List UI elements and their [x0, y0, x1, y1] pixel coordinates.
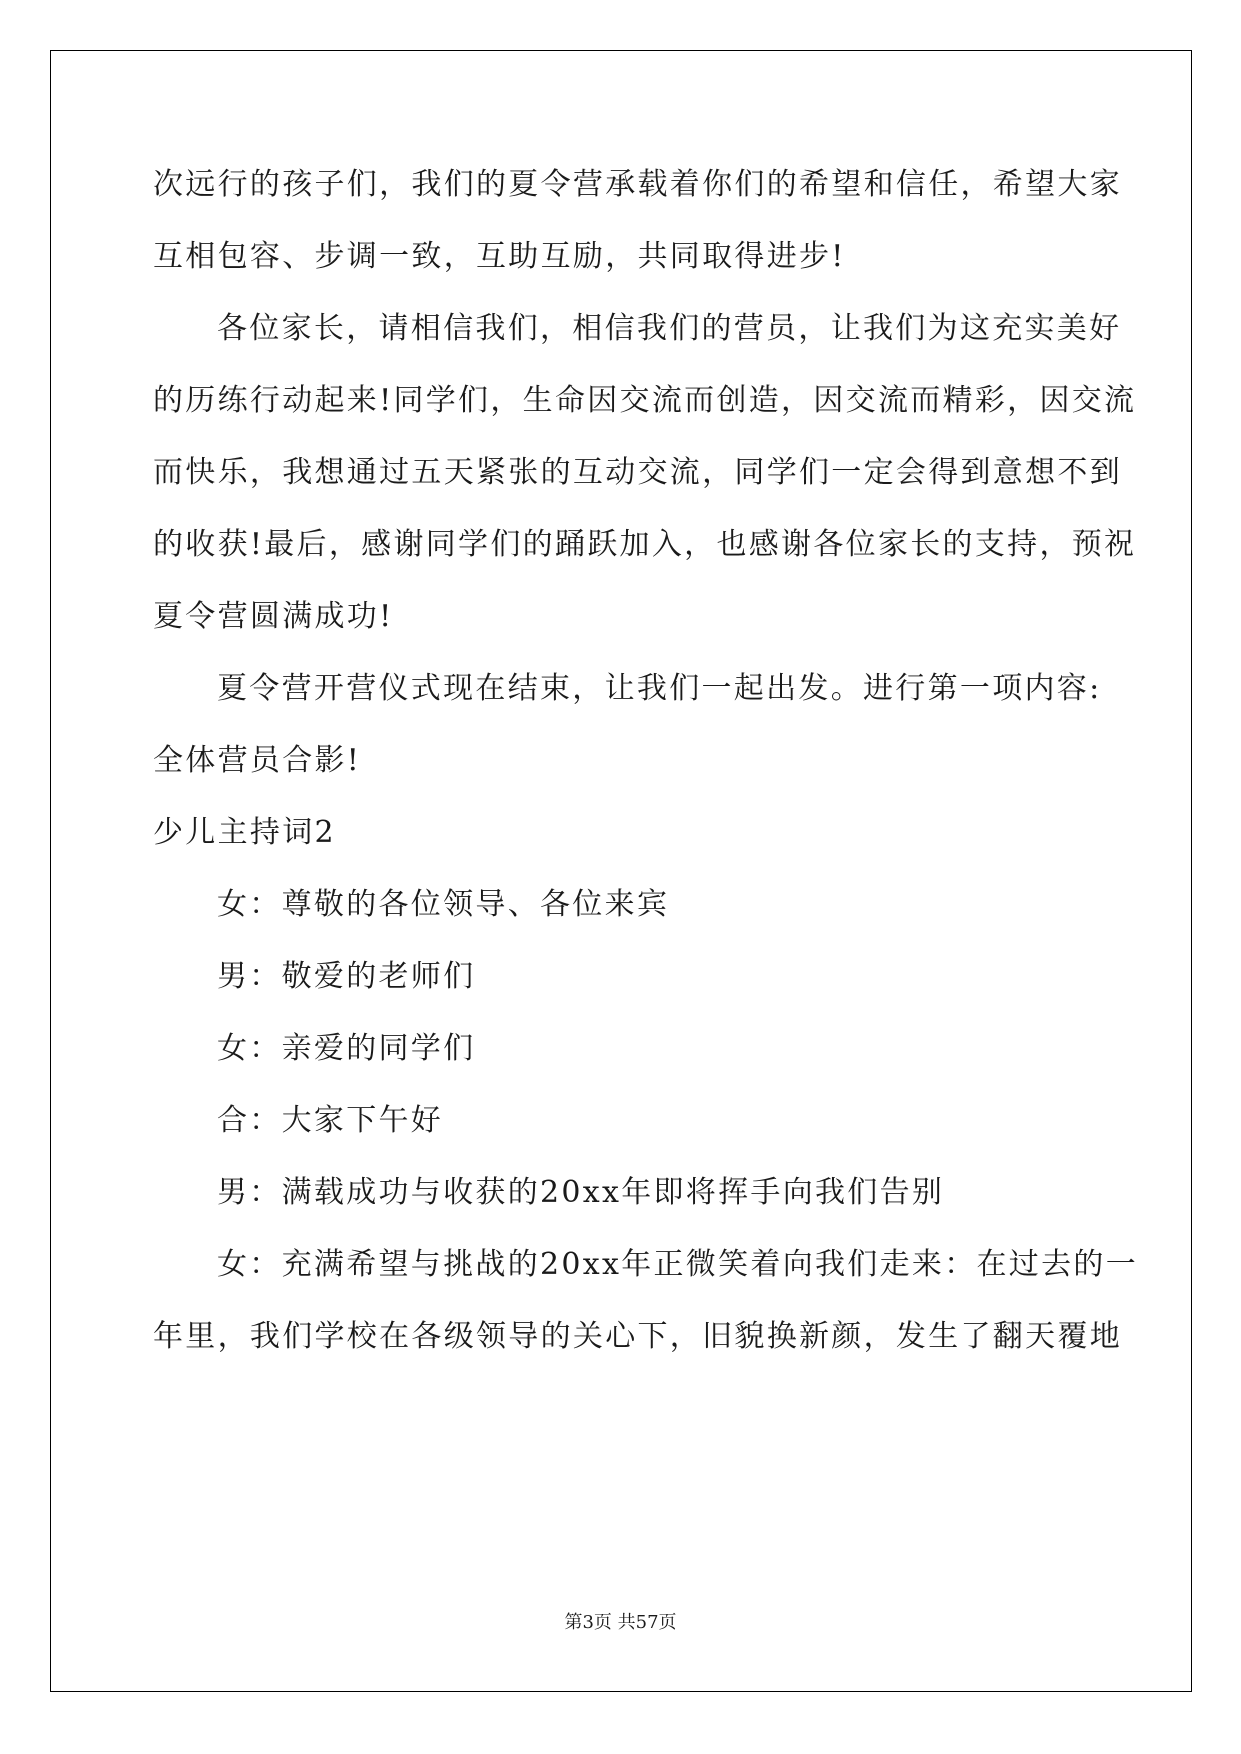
- text-line: 互相包容、步调一致，互助互励，共同取得进步!: [153, 239, 846, 274]
- text-line: 而快乐，我想通过五天紧张的互动交流，同学们一定会得到意想不到: [153, 455, 1122, 490]
- paragraph-first-line: 夏令营开营仪式现在结束，让我们一起出发。进行第一项内容:: [217, 671, 1102, 706]
- page-number-footer: 第3页 共57页: [564, 1612, 677, 1633]
- text-line: 全体营员合影!: [153, 743, 362, 778]
- dialogue-line: 女：尊敬的各位领导、各位来宾: [217, 887, 670, 922]
- text-line: 的历练行动起来!同学们，生命因交流而创造，因交流而精彩，因交流: [153, 383, 1137, 418]
- text-line: 的收获!最后，感谢同学们的踊跃加入，也感谢各位家长的支持，预祝: [153, 527, 1137, 562]
- section-heading: 少儿主持词2: [153, 815, 336, 850]
- dialogue-line: 女：充满希望与挑战的20xx年正微笑着向我们走来：在过去的一: [217, 1247, 1139, 1282]
- text-line: 次远行的孩子们，我们的夏令营承载着你们的希望和信任，希望大家: [153, 167, 1122, 202]
- text-line: 夏令营圆满成功!: [153, 599, 394, 634]
- paragraph-first-line: 各位家长，请相信我们，相信我们的营员，让我们为这充实美好: [217, 311, 1122, 346]
- dialogue-line: 男：敬爱的老师们: [217, 959, 476, 994]
- dialogue-line: 男：满载成功与收获的20xx年即将挥手向我们告别: [217, 1175, 945, 1210]
- dialogue-line: 女：亲爱的同学们: [217, 1031, 476, 1066]
- text-line: 年里，我们学校在各级领导的关心下，旧貌换新颜，发生了翻天覆地: [153, 1319, 1122, 1354]
- page-border: [50, 50, 1192, 1692]
- dialogue-line: 合：大家下午好: [217, 1103, 444, 1138]
